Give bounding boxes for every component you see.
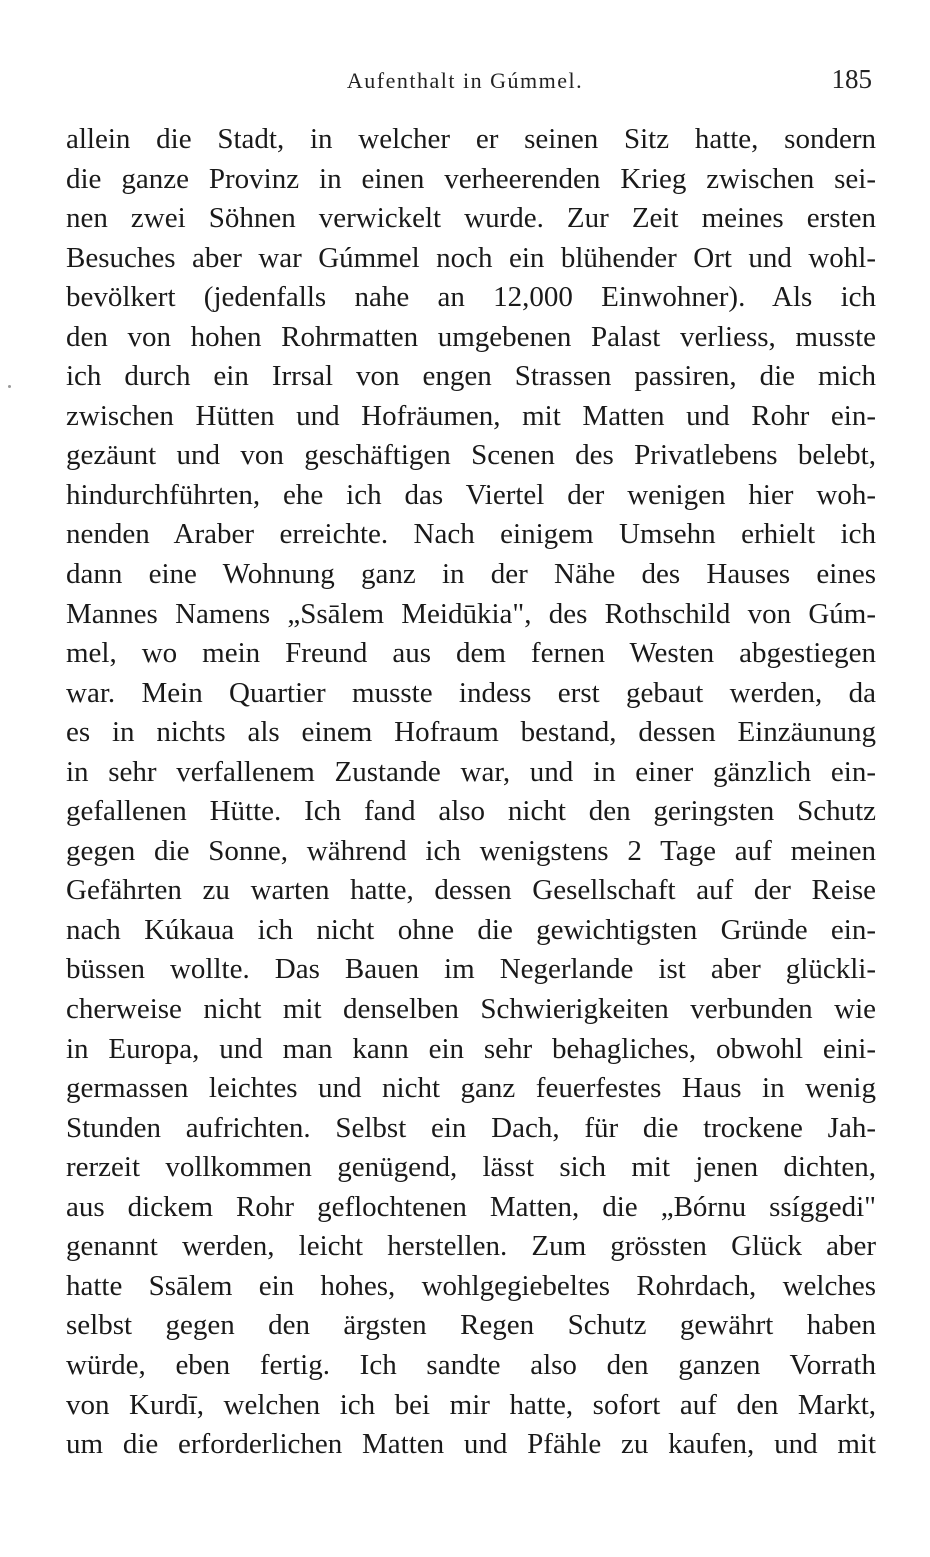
text-line: Mannes Namens „Ssālem Meidūkia", des Rothschild von Gúm- (66, 597, 876, 630)
text-line: cherweise nicht mit denselben Schwierigkeiten verbunden wie (66, 993, 876, 1026)
text-line: dann eine Wohnung ganz in der Nähe des Hauses eines (66, 558, 876, 591)
text-line: Stunden aufrichten. Selbst ein Dach, für die trockene Jah- (66, 1111, 876, 1144)
text-line: würde, eben fertig. Ich sandte also den ganzen Vorrath (66, 1348, 876, 1381)
text-line: mel, wo mein Freund aus dem fernen Westen abgestiegen (66, 637, 876, 670)
text-line: ich durch ein Irrsal von engen Strassen passiren, die mich (66, 360, 876, 393)
body-text (66, 120, 876, 1465)
text-line: büssen wollte. Das Bauen im Negerlande ist aber glückli- (66, 953, 876, 986)
page-number: 185 (831, 64, 872, 94)
text-line: es in nichts als einem Hofraum bestand, dessen Einzäunung (66, 716, 876, 749)
text-line: allein die Stadt, in welcher er seinen Sitz hatte, sondern (66, 123, 876, 155)
text-line: Gefährten zu warten hatte, dessen Gesellschaft auf der Reise (66, 874, 876, 907)
text-line: nen zwei Söhnen verwickelt wurde. Zur Zeit meines ersten (66, 202, 876, 235)
text-line: hatte Ssālem ein hohes, wohlgegiebeltes Rohrdach, welches (66, 1269, 876, 1302)
text-line: zwischen Hütten und Hofräumen, mit Matten und Rohr ein- (66, 399, 876, 432)
text-line: gegen die Sonne, während ich wenigstens 2 Tage auf meinen (66, 834, 876, 867)
text-line: war. Mein Quartier musste indess erst gebaut werden, da (66, 676, 876, 709)
text-line: bevölkert (jedenfalls nahe an 12,000 Einwohner). Als ich (66, 281, 876, 314)
text-line: in sehr verfallenem Zustande war, und in einer gänzlich ein- (66, 755, 876, 788)
text-line: nenden Araber erreichte. Nach einigem Umsehn erhielt ich (66, 518, 876, 551)
text-line: Besuches aber war Gúmmel noch ein blühender Ort und wohl- (66, 241, 876, 274)
text-line: selbst gegen den ärgsten Regen Schutz gewährt haben (66, 1309, 876, 1342)
text-line: in Europa, und man kann ein sehr behagliches, obwohl eini- (66, 1032, 876, 1065)
text-line: hindurchführten, ehe ich das Viertel der wenigen hier woh- (66, 478, 876, 511)
text-line: von Kurdī, welchen ich bei mir hatte, sofort auf den Markt, (66, 1388, 876, 1421)
running-title: Aufenthalt in Gúmmel. (346, 68, 584, 93)
text-line: gefallenen Hütte. Ich fand also nicht den geringsten Schutz (66, 795, 876, 828)
text-line: nach Kúkaua ich nicht ohne die gewichtigsten Gründe ein- (66, 913, 876, 946)
text-line: genannt werden, leicht herstellen. Zum grössten Glück aber (66, 1230, 876, 1263)
text-line: germassen leichtes und nicht ganz feuerfestes Haus in wenig (66, 1072, 876, 1105)
running-head (0, 62, 930, 102)
text-line: gezäunt und von geschäftigen Scenen des Privatlebens belebt, (66, 439, 876, 472)
text-line: aus dickem Rohr geflochtenen Matten, die „Bórnu ssíggedi" (66, 1190, 876, 1223)
text-line: rerzeit vollkommen genügend, lässt sich mit jenen dichten, (66, 1151, 876, 1184)
text-line: um die erforderlichen Matten und Pfähle zu kaufen, und mit (66, 1428, 876, 1461)
margin-speck (8, 385, 11, 388)
text-line: den von hohen Rohrmatten umgebenen Palast verliess, musste (66, 320, 876, 353)
text-line: die ganze Provinz in einen verheerenden Krieg zwischen sei- (66, 162, 876, 195)
